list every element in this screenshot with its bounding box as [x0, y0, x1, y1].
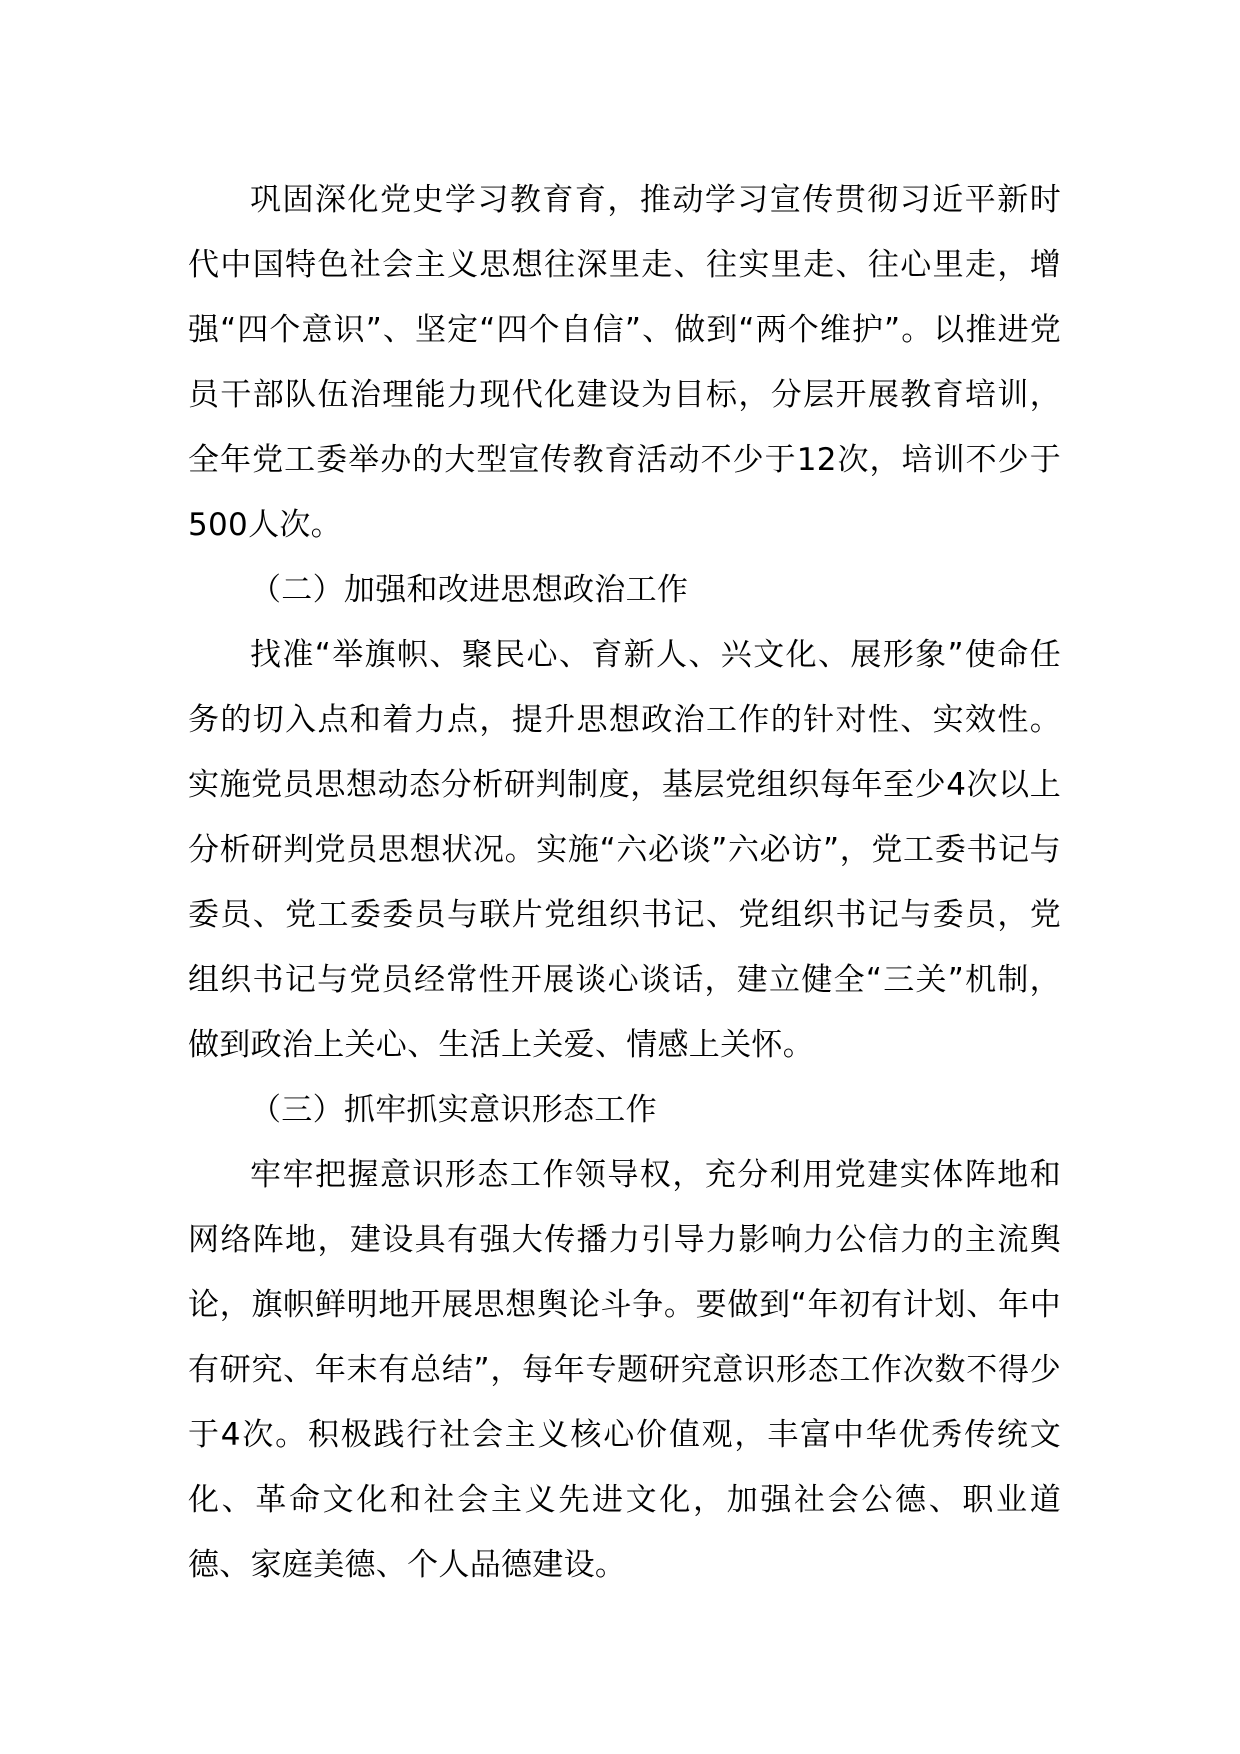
section-heading-ideological-work: （二）加强和改进思想政治工作	[250, 572, 689, 608]
section-heading-ideology-work: （三）抓牢抓实意识形态工作	[250, 1092, 657, 1128]
paragraph-ideology-leadership: 牢牢把握意识形态工作领导权，充分利用党建实体阵地和网络阵地，建设具有强大传播力引导力影响力公信力的主流舆论，旗帜鲜明地开展思想舆论斗争。要做到“年初有计划、年中有研究、年末有总结”，每年专题研究意识形态工作次数不得少于4次。积极践行社会主义核心价值观，丰富中华优秀传统文化、革命文化和社会主义先进文化，加强社会公德、职业道德、家庭美德、个人品德建设。	[188, 1157, 1061, 1583]
document-body	[188, 168, 1061, 1598]
paragraph-ideological-political-work: 找准“举旗帜、聚民心、育新人、兴文化、展形象”使命任务的切入点和着力点，提升思想政治工作的针对性、实效性。实施党员思想动态分析研判制度，基层党组织每年至少4次以上分析研判党员思想状况。实施“六必谈”六必访”，党工委书记与委员、党工委委员与联片党组织书记、党组织书记与委员，党组织书记与党员经常性开展谈心谈话，建立健全“三关”机制，做到政治上关心、生活上关爱、情感上关怀。	[188, 637, 1061, 1063]
paragraph-party-history-study: 巩固深化党史学习教育育，推动学习宣传贯彻习近平新时代中国特色社会主义思想往深里走、往实里走、往心里走，增强“四个意识”、坚定“四个自信”、做到“两个维护”。以推进党员干部队伍治理能力现代化建设为目标，分层开展教育培训，全年党工委举办的大型宣传教育活动不少于12次，培训不少于500人次。	[188, 182, 1061, 543]
